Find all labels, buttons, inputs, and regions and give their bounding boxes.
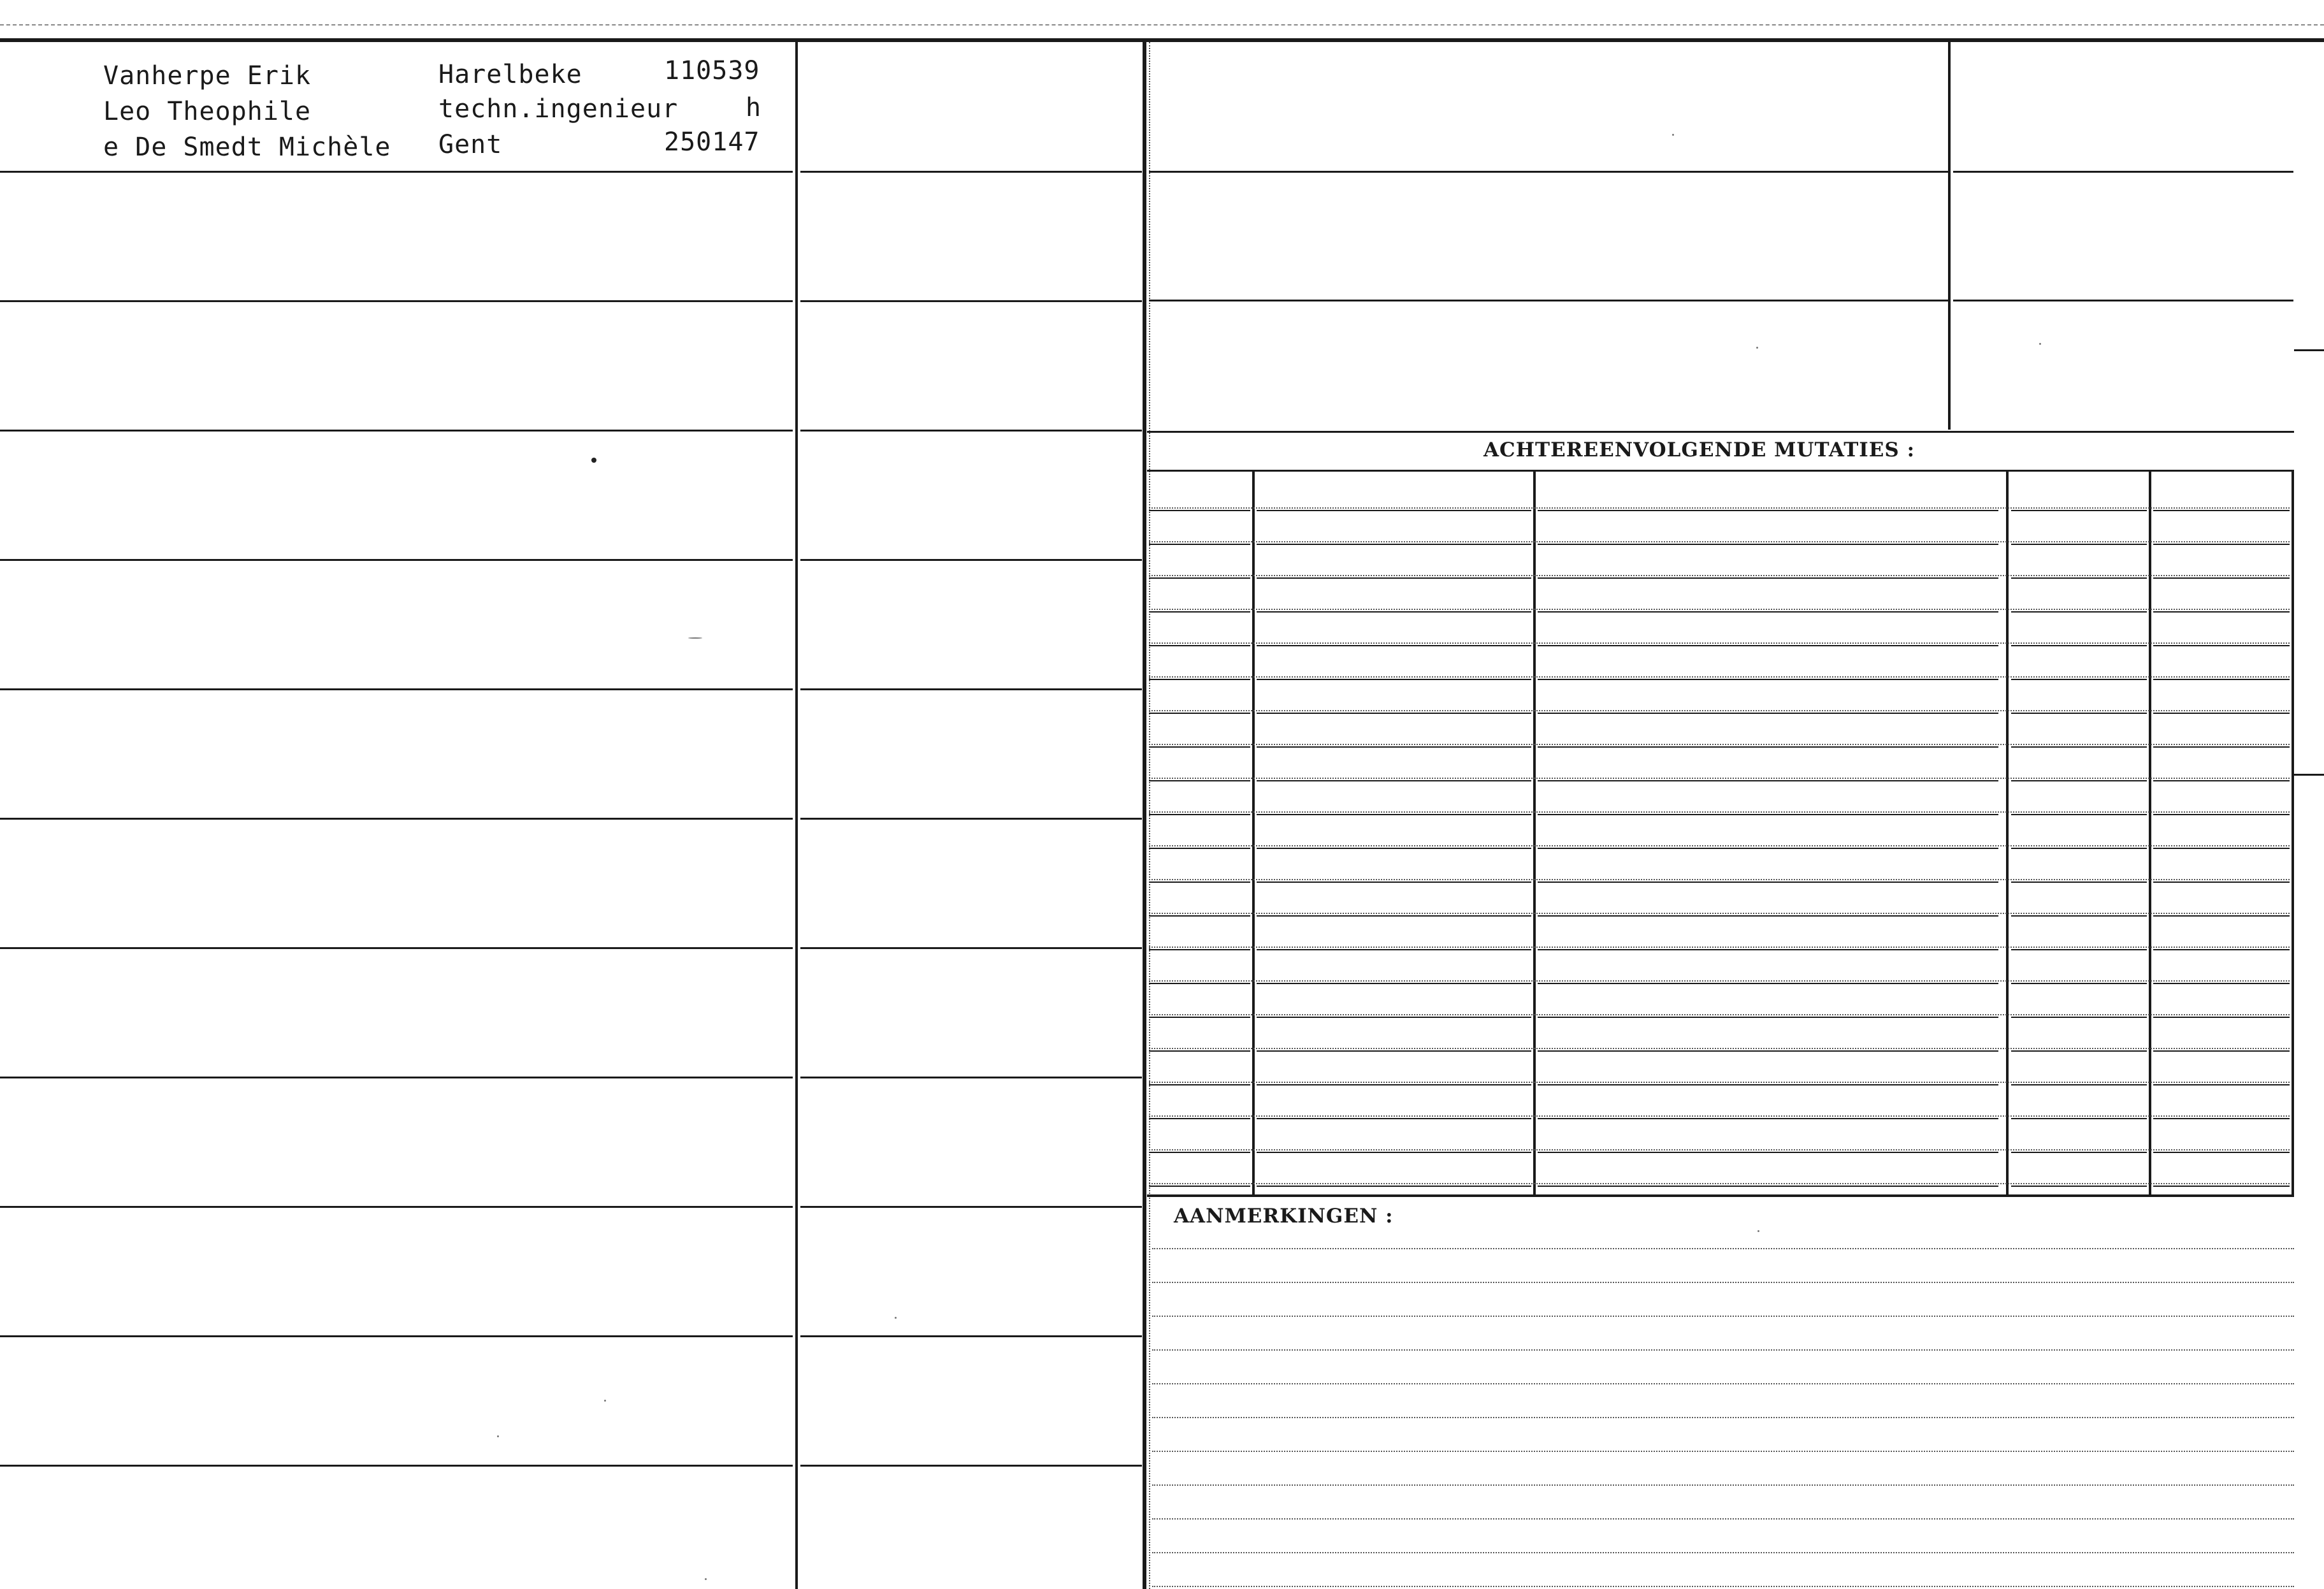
mutations-row-rule xyxy=(1538,814,1998,815)
register-row-rule xyxy=(0,1335,793,1337)
mutations-row-rule xyxy=(2011,611,2147,613)
register-row-rule-middle xyxy=(800,559,1142,561)
date-code-line-3: 250147 xyxy=(664,127,760,157)
mutations-row-rule xyxy=(1538,577,1998,579)
scan-speck xyxy=(688,637,702,639)
mutations-row-rule xyxy=(1538,746,1998,748)
mutations-column-divider xyxy=(1252,472,1255,1194)
remarks-heading: AANMERKINGEN : xyxy=(1174,1205,1394,1228)
mutations-row-dotted xyxy=(1149,913,2290,914)
mutations-row-rule xyxy=(2153,780,2290,781)
mutations-row-dotted xyxy=(1149,1014,2290,1015)
mutations-row-rule xyxy=(1257,645,1531,646)
right-upper-divider xyxy=(1948,42,1951,430)
mutations-row-rule xyxy=(1149,780,1250,781)
mutations-row-rule xyxy=(2153,746,2290,748)
mutations-row-rule xyxy=(1257,1152,1531,1153)
register-row-rule xyxy=(0,688,793,690)
mutations-row-rule xyxy=(2153,510,2290,511)
remarks-dotted-line xyxy=(1152,1552,2294,1553)
mutations-row-rule xyxy=(2011,915,2147,917)
mutations-row-rule xyxy=(2011,848,2147,849)
middle-column-dotted-edge xyxy=(1149,42,1150,1589)
mutations-row-rule xyxy=(2011,679,2147,680)
mutations-row-rule xyxy=(1538,848,1998,849)
occupation-line: techn.ingenieur xyxy=(438,94,679,124)
mutations-row-rule xyxy=(1149,1017,1250,1018)
mutations-row-rule xyxy=(1149,1118,1250,1119)
mutations-row-dotted xyxy=(1149,575,2290,576)
mutations-row-rule xyxy=(2011,746,2147,748)
register-row-rule-middle xyxy=(800,1077,1142,1078)
remarks-dotted-line xyxy=(1152,1586,2294,1587)
mutations-row-rule xyxy=(1538,780,1998,781)
mutations-row-rule xyxy=(1257,544,1531,545)
scan-speck xyxy=(1757,1230,1759,1232)
register-row-rule xyxy=(0,1465,793,1467)
mutations-row-rule xyxy=(1257,915,1531,917)
mutations-row-rule xyxy=(2153,983,2290,984)
mutations-row-dotted xyxy=(1149,609,2290,610)
mutations-row-dotted xyxy=(1149,811,2290,813)
mutations-row-dotted xyxy=(1149,845,2290,846)
mutations-row-rule xyxy=(2011,814,2147,815)
register-row-rule-middle xyxy=(800,947,1142,949)
mutations-row-dotted xyxy=(1149,879,2290,880)
right-edge-tick-1 xyxy=(2294,349,2324,351)
mutations-row-rule xyxy=(1149,611,1250,613)
scan-speck xyxy=(1756,347,1758,349)
mutations-row-rule xyxy=(2011,713,2147,714)
mutations-row-rule xyxy=(1538,611,1998,613)
mutations-row-rule xyxy=(1257,746,1531,748)
mutations-row-rule xyxy=(2153,1084,2290,1085)
mutations-column-divider xyxy=(1533,472,1536,1194)
mutations-row-rule xyxy=(2153,1118,2290,1119)
mutations-row-rule xyxy=(1149,949,1250,950)
mutations-row-rule xyxy=(1149,645,1250,646)
mutations-row-rule xyxy=(1538,544,1998,545)
mutations-row-rule xyxy=(1538,645,1998,646)
remarks-dotted-line xyxy=(1152,1484,2294,1486)
mutations-row-rule xyxy=(1149,679,1250,680)
mutations-row-rule xyxy=(2011,1017,2147,1018)
mutations-row-rule xyxy=(1538,1186,1998,1187)
mutations-row-rule xyxy=(1257,510,1531,511)
right-upper-rule-1 xyxy=(1149,171,1948,173)
mutations-row-rule xyxy=(2153,949,2290,950)
mutations-row-rule xyxy=(1149,544,1250,545)
mutations-top-rule xyxy=(1147,431,2294,433)
mutations-row-dotted xyxy=(1149,1115,2290,1117)
place-line-1: Harelbeke xyxy=(438,60,582,89)
person-name-line-2: Leo Theophile xyxy=(103,97,312,126)
mutations-row-rule xyxy=(2011,882,2147,883)
remarks-dotted-line xyxy=(1152,1248,2294,1249)
mutations-row-rule xyxy=(2011,577,2147,579)
code-line-2: h xyxy=(746,93,762,122)
mutations-row-rule xyxy=(1257,780,1531,781)
mutations-row-dotted xyxy=(1149,642,2290,644)
mutations-row-rule xyxy=(1257,949,1531,950)
right-upper-rule-1b xyxy=(1953,171,2293,173)
mutations-row-rule xyxy=(2153,679,2290,680)
mutations-row-rule xyxy=(1149,713,1250,714)
mutations-row-rule xyxy=(2153,544,2290,545)
mutations-row-rule xyxy=(1538,1118,1998,1119)
mutations-row-rule xyxy=(1149,915,1250,917)
mutations-row-rule xyxy=(2011,510,2147,511)
mutations-row-rule xyxy=(1149,510,1250,511)
remarks-dotted-line xyxy=(1152,1518,2294,1520)
mutations-row-rule xyxy=(2011,645,2147,646)
register-row-rule xyxy=(0,1077,793,1078)
mutations-row-dotted xyxy=(1149,676,2290,678)
mutations-row-rule xyxy=(1538,1084,1998,1085)
mutations-row-rule xyxy=(2011,1050,2147,1052)
date-code-line-1: 110539 xyxy=(664,56,760,85)
remarks-dotted-line xyxy=(1152,1383,2294,1384)
mutations-row-rule xyxy=(2011,1084,2147,1085)
mutations-column-divider xyxy=(2006,472,2009,1194)
remarks-dotted-line xyxy=(1152,1316,2294,1317)
place-line-3: Gent xyxy=(438,130,503,159)
mutations-row-rule xyxy=(2153,713,2290,714)
mutations-row-rule xyxy=(1149,746,1250,748)
register-row-rule xyxy=(0,300,793,302)
mutations-row-rule xyxy=(1538,510,1998,511)
mutations-row-rule xyxy=(1257,1084,1531,1085)
mutations-row-rule xyxy=(2153,645,2290,646)
right-upper-rule-2b xyxy=(1953,300,2293,301)
mutations-row-rule xyxy=(2153,848,2290,849)
remarks-dotted-line xyxy=(1152,1282,2294,1283)
mutations-row-rule xyxy=(2011,949,2147,950)
register-row-rule-middle xyxy=(800,300,1142,302)
register-row-rule-middle xyxy=(800,688,1142,690)
mutations-row-dotted xyxy=(1149,744,2290,745)
mutations-row-rule xyxy=(1149,882,1250,883)
mutations-row-rule xyxy=(1149,1152,1250,1153)
mutations-row-rule xyxy=(1538,915,1998,917)
mutations-row-rule xyxy=(2153,882,2290,883)
mutations-row-rule xyxy=(1257,1017,1531,1018)
mutations-row-dotted xyxy=(1149,980,2290,982)
mutations-row-rule xyxy=(1257,1050,1531,1052)
mutations-row-rule xyxy=(1149,1084,1250,1085)
remarks-dotted-line xyxy=(1152,1417,2294,1418)
register-row-rule xyxy=(0,171,793,173)
register-row-rule-middle xyxy=(800,818,1142,820)
mutations-header-rule xyxy=(1147,470,2294,472)
right-edge-tick-2 xyxy=(2294,774,2324,776)
mutations-row-rule xyxy=(1149,814,1250,815)
mutations-row-rule xyxy=(1538,713,1998,714)
scan-speck xyxy=(1672,134,1674,136)
mutations-row-rule xyxy=(1257,882,1531,883)
remarks-dotted-line xyxy=(1152,1451,2294,1452)
remarks-dotted-line xyxy=(1152,1349,2294,1351)
mutations-row-rule xyxy=(2153,1017,2290,1018)
top-border xyxy=(0,38,2324,42)
middle-column-divider xyxy=(1143,42,1146,1589)
mutations-row-rule xyxy=(2153,1186,2290,1187)
mutations-row-rule xyxy=(2153,1152,2290,1153)
mutations-row-rule xyxy=(1538,949,1998,950)
mutations-row-rule xyxy=(2011,1118,2147,1119)
mutations-row-dotted xyxy=(1149,541,2290,542)
mutations-row-rule xyxy=(2011,983,2147,984)
mutations-row-rule xyxy=(1257,1118,1531,1119)
mutations-row-rule xyxy=(1538,882,1998,883)
mutations-row-rule xyxy=(1538,1017,1998,1018)
top-edge-noise xyxy=(0,24,2324,25)
register-row-rule xyxy=(0,947,793,949)
register-row-rule-middle xyxy=(800,1206,1142,1208)
register-row-rule xyxy=(0,559,793,561)
mutations-row-rule xyxy=(1257,848,1531,849)
person-name-line-1: Vanherpe Erik xyxy=(103,61,312,91)
mutations-row-rule xyxy=(1149,1050,1250,1052)
mutations-row-rule xyxy=(1149,1186,1250,1187)
mutations-row-dotted xyxy=(1149,1048,2290,1049)
mutations-row-rule xyxy=(1257,814,1531,815)
mutations-row-rule xyxy=(2153,577,2290,579)
mutations-bottom-rule xyxy=(1147,1194,2294,1197)
scan-speck xyxy=(895,1317,897,1319)
mutations-row-rule xyxy=(2153,814,2290,815)
mutations-row-rule xyxy=(1149,848,1250,849)
mutations-row-rule xyxy=(2011,544,2147,545)
mutations-row-rule xyxy=(1149,577,1250,579)
mutations-row-rule xyxy=(1538,983,1998,984)
left-column-divider xyxy=(795,42,798,1589)
mutations-row-rule xyxy=(2011,1186,2147,1187)
register-row-rule-middle xyxy=(800,1335,1142,1337)
mutations-row-dotted xyxy=(1149,710,2290,711)
register-row-rule-middle xyxy=(800,430,1142,432)
mutations-row-rule xyxy=(1257,577,1531,579)
mutations-row-dotted xyxy=(1149,1149,2290,1150)
register-row-rule-middle xyxy=(800,1465,1142,1467)
register-row-rule-middle xyxy=(800,171,1142,173)
mutations-row-rule xyxy=(1538,679,1998,680)
mutations-column-divider xyxy=(2149,472,2151,1194)
mutations-row-rule xyxy=(1538,1050,1998,1052)
spouse-name-line: e De Smedt Michèle xyxy=(103,133,391,162)
mutations-row-dotted xyxy=(1149,778,2290,779)
mutations-row-rule xyxy=(1257,1186,1531,1187)
mutations-row-rule xyxy=(2011,780,2147,781)
mutations-row-rule xyxy=(2011,1152,2147,1153)
mutations-row-rule xyxy=(1149,983,1250,984)
scan-speck xyxy=(604,1400,606,1402)
scan-speck xyxy=(497,1435,499,1437)
mutations-row-rule xyxy=(1257,983,1531,984)
mutations-row-rule xyxy=(2153,611,2290,613)
scan-speck xyxy=(2039,343,2041,345)
mutations-heading: ACHTEREENVOLGENDE MUTATIES : xyxy=(1483,439,1916,461)
register-row-rule xyxy=(0,1206,793,1208)
mutations-row-rule xyxy=(1257,611,1531,613)
right-upper-rule-2 xyxy=(1149,300,1948,301)
scan-speck xyxy=(705,1578,707,1580)
mutations-row-dotted xyxy=(1149,947,2290,948)
mutations-row-rule xyxy=(1257,713,1531,714)
register-row-rule xyxy=(0,430,793,432)
mutations-right-border xyxy=(2292,470,2294,1196)
mutations-row-rule xyxy=(1538,1152,1998,1153)
mutations-row-dotted xyxy=(1149,1183,2290,1184)
register-row-rule xyxy=(0,818,793,820)
mutations-row-dotted xyxy=(1149,507,2290,509)
mutations-row-rule xyxy=(2153,915,2290,917)
scan-speck xyxy=(591,458,596,463)
mutations-row-rule xyxy=(1257,679,1531,680)
mutations-row-dotted xyxy=(1149,1082,2290,1083)
mutations-row-rule xyxy=(2153,1050,2290,1052)
